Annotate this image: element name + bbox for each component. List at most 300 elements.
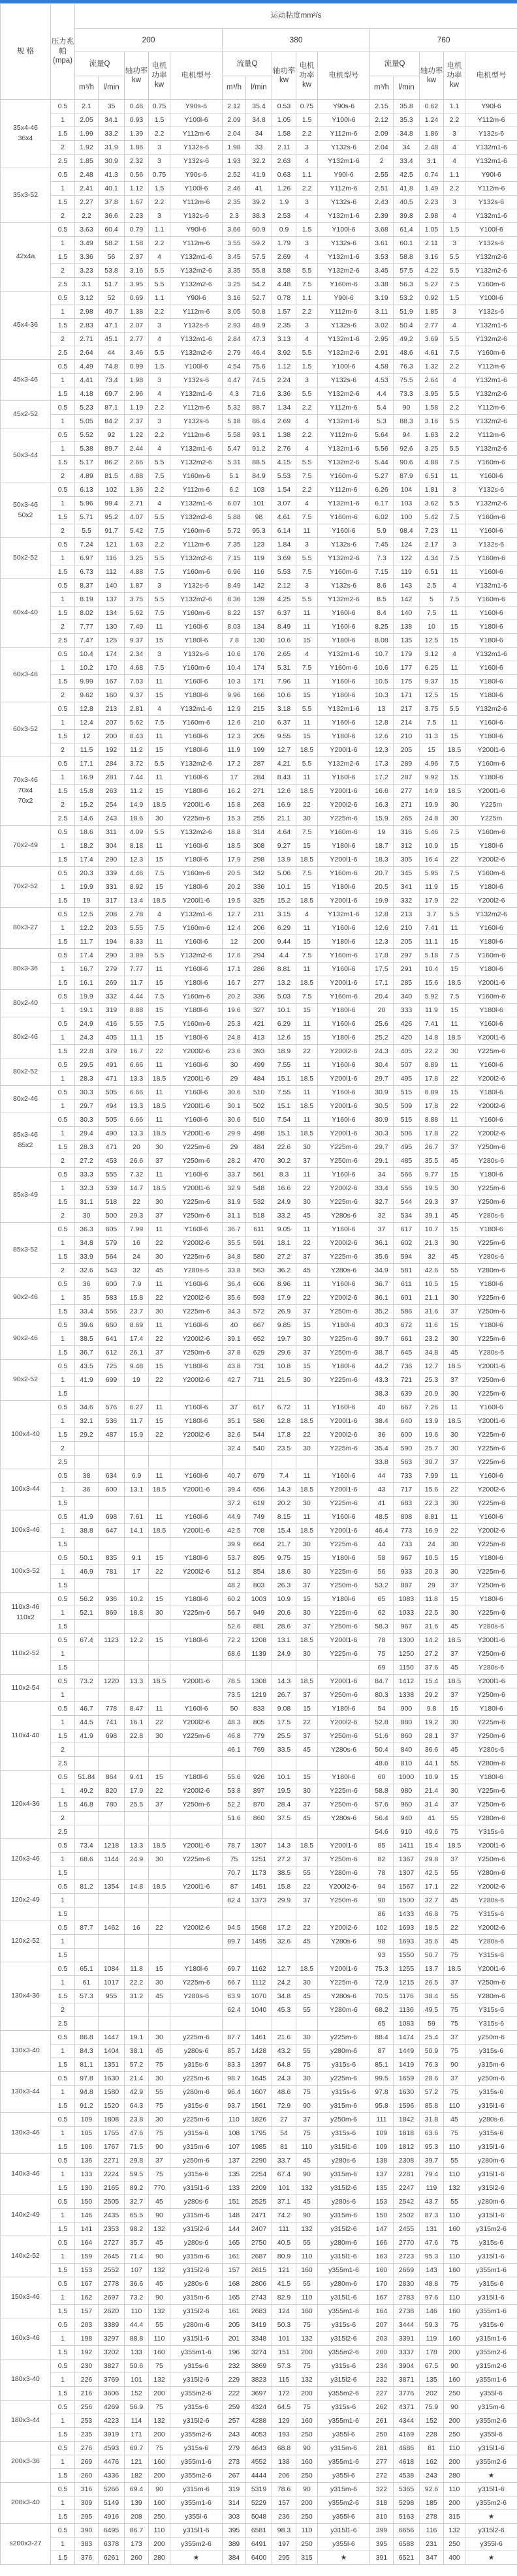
motor-model-cell: Y280s-6 bbox=[465, 1661, 517, 1675]
spec-cell: 80x2-46 bbox=[1, 1086, 51, 1113]
value-cell: 21.5 bbox=[272, 1373, 296, 1387]
motor-model-cell: y355l-6 bbox=[318, 2469, 370, 2483]
value-cell: 22 bbox=[296, 1291, 318, 1305]
value-cell: 0.74 bbox=[420, 168, 444, 182]
value-cell: 6521 bbox=[394, 2551, 420, 2565]
value-cell: 3919 bbox=[99, 2428, 125, 2442]
value-cell: 51.9 bbox=[394, 305, 420, 319]
value-cell: 2.52 bbox=[223, 168, 246, 182]
value-cell: 3 bbox=[444, 127, 465, 141]
value-cell: 3776 bbox=[394, 2387, 420, 2401]
value-cell: 45 bbox=[149, 2277, 170, 2291]
motor-model-cell: Y180l-6 bbox=[465, 1319, 517, 1332]
value-cell: 110 bbox=[444, 2168, 465, 2181]
value-cell: 60.7 bbox=[125, 2442, 149, 2455]
value-cell: 30 bbox=[296, 2031, 318, 2044]
table-row bbox=[1, 976, 517, 990]
pressure-cell: 1 bbox=[51, 661, 75, 675]
value-cell: 37 bbox=[444, 1730, 465, 1743]
value-cell: 25.7 bbox=[420, 1442, 444, 1456]
value-cell bbox=[223, 1456, 246, 1469]
spec-cell: 140x2-52 bbox=[1, 2236, 51, 2277]
motor-model-cell: Y315s-6 bbox=[465, 1825, 517, 1839]
value-cell: 4.44 bbox=[125, 990, 149, 1004]
value-cell: 44 bbox=[99, 346, 125, 360]
value-cell: 1351 bbox=[99, 2058, 125, 2072]
value-cell: 88.3 bbox=[394, 415, 420, 428]
pressure-cell: 1 bbox=[51, 1935, 75, 1949]
motor-model-cell: y315s-6 bbox=[318, 2058, 370, 2072]
pressure-cell: 1 bbox=[51, 593, 75, 607]
pressure-cell: 1 bbox=[51, 1332, 75, 1346]
value-cell: 967 bbox=[394, 1551, 420, 1565]
motor-model-cell: y280m-6 bbox=[318, 2044, 370, 2058]
value-cell: 2.93 bbox=[223, 319, 246, 333]
value-cell: 7.5 bbox=[149, 867, 170, 880]
value-cell: 95.3 bbox=[420, 2140, 444, 2154]
value-cell: 808 bbox=[394, 1510, 420, 1524]
motor-model-cell: Y112m-6 bbox=[318, 401, 370, 415]
value-cell: 8.92 bbox=[125, 880, 149, 894]
value-cell: 4 bbox=[149, 333, 170, 346]
value-cell: 7.45 bbox=[370, 538, 394, 552]
value-cell: 563 bbox=[246, 1264, 272, 1278]
value-cell bbox=[75, 2017, 99, 2031]
pressure-cell: 1.5 bbox=[51, 1346, 75, 1360]
table-row bbox=[1, 1195, 517, 1209]
value-cell: 21.3 bbox=[420, 1236, 444, 1250]
value-cell: 5.64 bbox=[370, 428, 394, 442]
value-cell: 84.7 bbox=[370, 1675, 394, 1688]
motor-model-cell: Y160m-6 bbox=[170, 607, 223, 620]
value-cell: 7.5 bbox=[149, 716, 170, 730]
value-cell: 1580 bbox=[99, 2086, 125, 2099]
value-cell: 290 bbox=[99, 853, 125, 867]
value-cell: 2683 bbox=[246, 2305, 272, 2318]
value-cell: 30 bbox=[444, 812, 465, 826]
table-row bbox=[1, 387, 517, 401]
value-cell: 90 bbox=[296, 2168, 318, 2181]
value-cell: 5.96 bbox=[75, 497, 99, 511]
value-cell: 87 bbox=[223, 1880, 246, 1894]
table-row bbox=[1, 1634, 517, 1647]
value-cell: 833 bbox=[246, 1702, 272, 1716]
value-cell bbox=[296, 1757, 318, 1771]
value-cell: 10.7 bbox=[420, 1223, 444, 1236]
value-cell: 4 bbox=[296, 497, 318, 511]
motor-model-cell: Y250m-6 bbox=[318, 1730, 370, 1743]
value-cell: 606 bbox=[246, 1278, 272, 1291]
value-cell: 6.73 bbox=[75, 565, 99, 579]
motor-model-cell: Y200l1-6 bbox=[318, 894, 370, 908]
value-cell: 4 bbox=[296, 155, 318, 168]
value-cell: 1693 bbox=[394, 1921, 420, 1935]
value-cell: 5.5 bbox=[149, 346, 170, 360]
motor-model-cell: y280s-6 bbox=[318, 2154, 370, 2168]
table-row bbox=[1, 511, 517, 524]
value-cell: 13.3 bbox=[125, 1839, 149, 1853]
value-cell: 35.3 bbox=[394, 113, 420, 127]
motor-model-cell: Y225m-6 bbox=[465, 1456, 517, 1469]
value-cell: 12.7 bbox=[420, 1360, 444, 1373]
value-cell: 3.46 bbox=[125, 346, 149, 360]
motor-model-cell: Y132m2-6 bbox=[318, 264, 370, 278]
pressure-cell: 1.5 bbox=[51, 785, 75, 798]
value-cell: 4.07 bbox=[125, 511, 149, 524]
value-cell: 22 bbox=[149, 1921, 170, 1935]
value-cell: 14.9 bbox=[125, 798, 149, 812]
value-cell: 498 bbox=[246, 1127, 272, 1141]
header-motor-model: 电机型号 bbox=[170, 52, 223, 100]
motor-model-cell: Y250m-6 bbox=[318, 1305, 370, 1319]
value-cell: 143 bbox=[394, 579, 420, 593]
value-cell: 41.5 bbox=[272, 2277, 296, 2291]
value-cell: 316 bbox=[75, 2483, 99, 2496]
motor-model-cell: Y100l-6 bbox=[318, 113, 370, 127]
value-cell: 60.9 bbox=[246, 223, 272, 237]
value-cell: 6.37 bbox=[272, 716, 296, 730]
value-cell bbox=[223, 1825, 246, 1839]
value-cell: 38.5 bbox=[272, 1866, 296, 1880]
value-cell: 61 bbox=[75, 1976, 99, 1990]
motor-model-cell: Y200l2-6 bbox=[170, 1716, 223, 1730]
value-cell: 210 bbox=[246, 716, 272, 730]
value-cell: 103 bbox=[394, 497, 420, 511]
value-cell: 2247 bbox=[394, 2181, 420, 2195]
motor-model-cell: Y180l-6 bbox=[318, 634, 370, 648]
table-row bbox=[1, 1483, 517, 1497]
value-cell: 9.99 bbox=[75, 675, 99, 689]
value-cell: 4 bbox=[296, 415, 318, 428]
pressure-cell: 1.5 bbox=[51, 2387, 75, 2401]
value-cell: 3.02 bbox=[370, 319, 394, 333]
value-cell: 502 bbox=[246, 1100, 272, 1113]
motor-model-cell: Y160l-6 bbox=[465, 661, 517, 675]
value-cell: 39.7 bbox=[420, 2154, 444, 2168]
value-cell: 3904 bbox=[394, 2359, 420, 2373]
value-cell: 140 bbox=[394, 607, 420, 620]
value-cell: 11 bbox=[149, 1469, 170, 1483]
value-cell: 11 bbox=[149, 1319, 170, 1332]
value-cell: 6.17 bbox=[370, 497, 394, 511]
value-cell: 8.3 bbox=[272, 1168, 296, 1182]
table-row bbox=[1, 1551, 517, 1565]
value-cell: 27.2 bbox=[75, 1154, 99, 1168]
motor-model-cell: Y160l-6 bbox=[465, 1469, 517, 1483]
value-cell bbox=[296, 1456, 318, 1469]
value-cell: 940 bbox=[394, 1812, 420, 1825]
value-cell: 2806 bbox=[246, 2277, 272, 2291]
motor-model-cell: Y225m-6 bbox=[318, 1141, 370, 1154]
value-cell: 29.4 bbox=[75, 1127, 99, 1141]
value-cell: 51.6 bbox=[370, 1730, 394, 1743]
value-cell: 32.7 bbox=[370, 1195, 394, 1209]
value-cell: 24.2 bbox=[272, 1976, 296, 1990]
value-cell: 5.27 bbox=[420, 278, 444, 292]
value-cell: 93 bbox=[370, 1949, 394, 1962]
value-cell: 2308 bbox=[394, 2154, 420, 2168]
value-cell: 160 bbox=[444, 2332, 465, 2346]
motor-model-cell: Y132m1-6 bbox=[318, 333, 370, 346]
value-cell: 7.96 bbox=[272, 675, 296, 689]
motor-model-cell: Y225m-6 bbox=[465, 1236, 517, 1250]
motor-model-cell: Y132m1-6 bbox=[170, 250, 223, 264]
value-cell: 13.1 bbox=[125, 1483, 149, 1497]
value-cell: 2.66 bbox=[125, 456, 149, 470]
value-cell: 566 bbox=[394, 1168, 420, 1182]
value-cell: 29 bbox=[223, 1072, 246, 1086]
spec-table-body bbox=[1, 100, 517, 2565]
value-cell: 1755 bbox=[99, 2127, 125, 2140]
value-cell bbox=[125, 2003, 149, 2017]
value-cell: 222 bbox=[223, 2387, 246, 2401]
value-cell: 47.6 bbox=[420, 2236, 444, 2250]
value-cell: 49.2 bbox=[75, 1784, 99, 1798]
value-cell: 3.7 bbox=[420, 908, 444, 921]
motor-model-cell: Y112m-6 bbox=[318, 127, 370, 141]
value-cell: 95.2 bbox=[99, 511, 125, 524]
pressure-cell: 1 bbox=[51, 1606, 75, 1620]
motor-model-cell: Y90s-6 bbox=[170, 168, 223, 182]
value-cell bbox=[75, 2003, 99, 2017]
value-cell bbox=[149, 1894, 170, 1908]
value-cell: 250 bbox=[149, 2510, 170, 2524]
value-cell: 11 bbox=[444, 1401, 465, 1415]
table-row bbox=[1, 1990, 517, 2003]
value-cell: 41 bbox=[420, 1812, 444, 1825]
value-cell: 12.4 bbox=[75, 716, 99, 730]
value-cell: 1818 bbox=[394, 2127, 420, 2140]
motor-model-cell: Y160l-6 bbox=[318, 1017, 370, 1031]
value-cell: 1354 bbox=[99, 1880, 125, 1894]
value-cell: 59 bbox=[420, 2017, 444, 2031]
value-cell: 7.5 bbox=[149, 470, 170, 483]
value-cell: 22 bbox=[296, 1921, 318, 1935]
value-cell: 36.6 bbox=[420, 1743, 444, 1757]
value-cell: 2.41 bbox=[75, 182, 99, 196]
value-cell: 90 bbox=[296, 2442, 318, 2455]
motor-model-cell: Y200l1-6 bbox=[318, 1072, 370, 1086]
value-cell: 0.79 bbox=[125, 223, 149, 237]
value-cell: 2.95 bbox=[370, 333, 394, 346]
value-cell: 15 bbox=[149, 1593, 170, 1606]
motor-model-cell: Y112m-6 bbox=[170, 538, 223, 552]
value-cell: 11 bbox=[149, 963, 170, 976]
value-cell: 34 bbox=[370, 1168, 394, 1182]
value-cell: 1462 bbox=[99, 1921, 125, 1935]
value-cell: 507 bbox=[394, 1058, 420, 1072]
value-cell: 5.4 bbox=[370, 401, 394, 415]
motor-model-cell: Y180l-6 bbox=[318, 1593, 370, 1606]
motor-model-cell: Y160l-6 bbox=[170, 1168, 223, 1182]
motor-model-cell: Y180l-6 bbox=[170, 1551, 223, 1565]
value-cell: 55 bbox=[296, 2003, 318, 2017]
value-cell: 600 bbox=[99, 1483, 125, 1497]
value-cell: 60.1 bbox=[394, 237, 420, 250]
value-cell: 142 bbox=[246, 579, 272, 593]
spec-cell: 120x4-36 bbox=[1, 1771, 51, 1839]
value-cell: 2.2 bbox=[444, 428, 465, 442]
value-cell: 3.69 bbox=[420, 333, 444, 346]
value-cell: 5.62 bbox=[125, 716, 149, 730]
table-row bbox=[1, 141, 517, 155]
value-cell: 2.11 bbox=[420, 237, 444, 250]
pressure-cell: 1.5 bbox=[51, 1579, 75, 1593]
value-cell: 1474 bbox=[394, 2031, 420, 2044]
motor-model-cell: Y250m-6 bbox=[318, 1579, 370, 1593]
value-cell: 18.5 bbox=[149, 1127, 170, 1141]
value-cell: 416 bbox=[99, 1017, 125, 1031]
value-cell: 30 bbox=[296, 1565, 318, 1579]
motor-model-cell: y280m-6 bbox=[170, 2086, 223, 2099]
value-cell: 30 bbox=[444, 1538, 465, 1551]
motor-model-cell: Y200l2-6 bbox=[465, 894, 517, 908]
value-cell: 1251 bbox=[246, 1853, 272, 1866]
value-cell: 1428 bbox=[246, 2044, 272, 2058]
motor-model-cell: y355m2-6 bbox=[170, 2387, 223, 2401]
value-cell: 75 bbox=[149, 2099, 170, 2113]
motor-model-cell: Y112m-6 bbox=[170, 127, 223, 141]
value-cell: 11 bbox=[296, 607, 318, 620]
value-cell: 205 bbox=[246, 730, 272, 743]
motor-model-cell: Y160m-6 bbox=[170, 867, 223, 880]
value-cell: 2.5 bbox=[420, 579, 444, 593]
pressure-cell: 0.5 bbox=[51, 428, 75, 442]
value-cell: 110 bbox=[444, 2483, 465, 2496]
value-cell: 41.9 bbox=[75, 1373, 99, 1387]
value-cell: 160 bbox=[99, 689, 125, 702]
value-cell: 12.6 bbox=[370, 730, 394, 743]
value-cell: 132 bbox=[444, 2524, 465, 2538]
motor-model-cell: Y225m bbox=[465, 812, 517, 826]
value-cell: 200 bbox=[149, 2387, 170, 2401]
value-cell: 15 bbox=[296, 634, 318, 648]
value-cell: 37 bbox=[444, 1798, 465, 1812]
table-row bbox=[1, 1839, 517, 1853]
value-cell: 661 bbox=[394, 1332, 420, 1346]
value-cell: 34.3 bbox=[223, 1305, 246, 1319]
motor-model-cell: Y160l-6 bbox=[318, 1223, 370, 1236]
motor-model-cell: Y160l-6 bbox=[318, 675, 370, 689]
value-cell: 15 bbox=[444, 634, 465, 648]
motor-model-cell: Y160m-6 bbox=[318, 949, 370, 963]
value-cell bbox=[272, 1661, 296, 1675]
value-cell: 14.6 bbox=[75, 812, 99, 826]
value-cell: 515 bbox=[394, 1086, 420, 1100]
value-cell: 2.2 bbox=[296, 401, 318, 415]
value-cell: 78.7 bbox=[223, 1839, 246, 1853]
motor-model-cell: Y160l-6 bbox=[318, 716, 370, 730]
value-cell: 1630 bbox=[99, 2072, 125, 2086]
value-cell: 31.9 bbox=[223, 1195, 246, 1209]
value-cell: 21.1 bbox=[420, 1291, 444, 1305]
value-cell bbox=[149, 2003, 170, 2017]
value-cell: 22 bbox=[149, 1784, 170, 1798]
motor-model-cell: ★ bbox=[465, 2551, 517, 2565]
value-cell: 92.6 bbox=[420, 2483, 444, 2496]
value-cell: 16.7 bbox=[125, 1045, 149, 1058]
value-cell: 3.55 bbox=[223, 237, 246, 250]
table-row bbox=[1, 2277, 517, 2291]
motor-model-cell: y315m-6 bbox=[170, 2140, 223, 2154]
motor-model-cell: y315s-6 bbox=[318, 2401, 370, 2414]
value-cell: 22 bbox=[149, 1373, 170, 1387]
value-cell: 68.8 bbox=[272, 2442, 296, 2455]
value-cell: 16.2 bbox=[223, 785, 246, 798]
value-cell: 164 bbox=[75, 2236, 99, 2250]
value-cell bbox=[125, 1661, 149, 1675]
spec-cell: 85x3-49 bbox=[1, 1168, 51, 1223]
value-cell: 3.45 bbox=[370, 264, 394, 278]
value-cell: 667 bbox=[246, 1319, 272, 1332]
value-cell: 20.5 bbox=[370, 880, 394, 894]
pressure-cell: 0.5 bbox=[51, 1702, 75, 1716]
value-cell: 336 bbox=[246, 990, 272, 1004]
motor-model-cell: Y160l-6 bbox=[170, 963, 223, 976]
motor-model-cell: Y225m-6 bbox=[170, 1195, 223, 1209]
value-cell bbox=[149, 1908, 170, 1921]
value-cell: 3348 bbox=[246, 2332, 272, 2346]
value-cell: 58.2 bbox=[99, 237, 125, 250]
value-cell: 15 bbox=[444, 1168, 465, 1182]
motor-model-cell: Y112m-6 bbox=[465, 401, 517, 415]
motor-model-cell: Y225m-6 bbox=[170, 1853, 223, 1866]
spec-cell: 120x2-52 bbox=[1, 1921, 51, 1962]
value-cell: 40 bbox=[370, 1401, 394, 1415]
table-row bbox=[1, 2168, 517, 2181]
value-cell: 7.9 bbox=[125, 1278, 149, 1291]
spec-cell: 60x3-46 bbox=[1, 648, 51, 702]
value-cell bbox=[99, 1538, 125, 1551]
value-cell: 34 bbox=[394, 141, 420, 155]
value-cell: 1.1 bbox=[149, 223, 170, 237]
motor-model-cell: Y160l-6 bbox=[170, 1401, 223, 1415]
motor-model-cell: Y160l-6 bbox=[465, 716, 517, 730]
table-row bbox=[1, 360, 517, 374]
value-cell: 12 bbox=[75, 730, 99, 743]
value-cell: 7.23 bbox=[420, 524, 444, 538]
value-cell: 121 bbox=[99, 538, 125, 552]
pressure-cell: 2.5 bbox=[51, 346, 75, 360]
value-cell: 68.6 bbox=[223, 1647, 246, 1661]
value-cell: 3.68 bbox=[370, 223, 394, 237]
motor-model-cell: y280m-6 bbox=[465, 2195, 517, 2209]
value-cell: 38.4 bbox=[370, 1415, 394, 1428]
value-cell: 3.12 bbox=[75, 292, 99, 305]
value-cell: 490 bbox=[99, 1127, 125, 1141]
value-cell: 27.2 bbox=[420, 1647, 444, 1661]
table-row bbox=[1, 1182, 517, 1195]
value-cell: 5.5 bbox=[296, 456, 318, 470]
value-cell: 471 bbox=[99, 1141, 125, 1154]
table-row bbox=[1, 1675, 517, 1688]
value-cell: 15 bbox=[444, 1551, 465, 1565]
motor-model-cell: y355m1-6 bbox=[318, 2414, 370, 2428]
value-cell: 30 bbox=[444, 1497, 465, 1510]
value-cell: 2407 bbox=[246, 2223, 272, 2236]
value-cell: 591 bbox=[246, 1236, 272, 1250]
value-cell: 75 bbox=[296, 2086, 318, 2099]
motor-model-cell: Y250m-6 bbox=[318, 1853, 370, 1866]
spec-cell: 110x4-40 bbox=[1, 1702, 51, 1771]
pressure-cell: 1.5 bbox=[51, 2223, 75, 2236]
pressure-cell: 2 bbox=[51, 798, 75, 812]
table-row bbox=[1, 2442, 517, 2455]
value-cell: 8.36 bbox=[223, 593, 246, 607]
spec-cell: 70x2-52 bbox=[1, 867, 51, 908]
value-cell: 10.7 bbox=[370, 648, 394, 661]
motor-model-cell: Y225m-6 bbox=[170, 1141, 223, 1154]
